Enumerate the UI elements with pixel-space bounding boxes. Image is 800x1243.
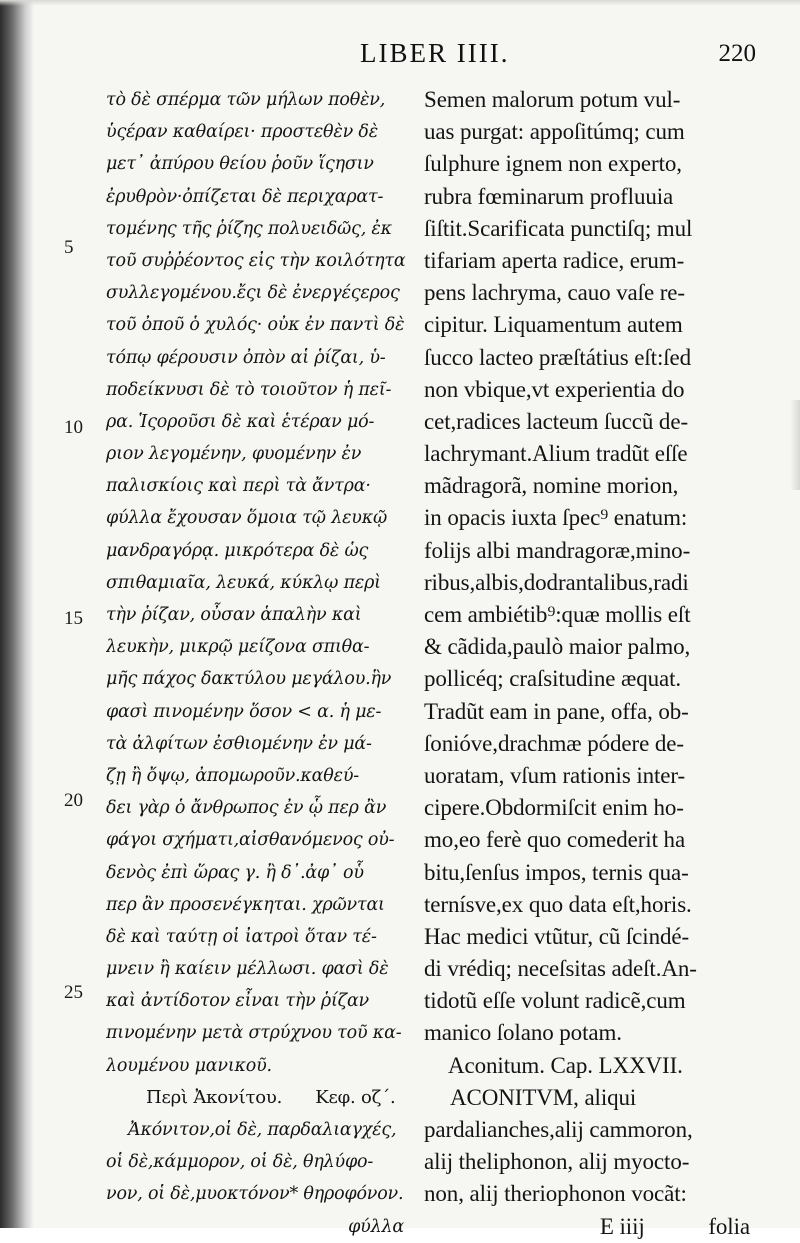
greek-line: συλλεγομένου.ἔςι δὲ ἐνεργέςερος [106, 283, 400, 304]
greek-line: τὴν ῥίζαν, οὖσαν ἁπαλὴν καὶ [106, 605, 362, 625]
latin-chapter-heading: Aconitum. Cap. LXXVII. [448, 1052, 683, 1078]
greek-heading-title: Περὶ Ἀκονίτου. [146, 1086, 283, 1108]
greek-line: ἐρυθρὸν·ὀπίζεται δὲ περιχαρατ- [106, 186, 384, 207]
greek-line: δὲ καὶ ταύτῃ οἱ ἰατροὶ ὅταν τέ- [106, 926, 377, 947]
latin-line: ſiſtit.Scarificata punctiſq; mul [424, 215, 693, 241]
latin-line: cipitur. Liquamentum autem [424, 312, 683, 338]
latin-column [424, 84, 774, 1243]
greek-line: μνειν ἢ καίειν μέλλωσι. φασὶ δὲ [106, 959, 389, 980]
greek-line: νον, οἱ δὲ,μυοκτόνον* θηροφόνον. [106, 1184, 404, 1205]
latin-line: ribus,albis,dodrantalibus,radi [424, 569, 689, 595]
latin-line: Tradũt eam in pane, offa, ob- [424, 698, 689, 724]
latin-line: Hac medici vtũtur, cũ ſcindé- [424, 923, 690, 949]
gutter-shadow [0, 0, 34, 1228]
greek-line: τομένης τῆς ῥίζης πολυειδῶς, ἐκ [106, 218, 392, 239]
latin-line: di vrédiq; neceſsitas adeſt.An- [424, 956, 697, 982]
latin-line: tidotũ eſſe volunt radicẽ,cum [424, 988, 686, 1014]
greek-line: τοῦ συῤῥέοντος εἰς τὴν κοιλότητα [106, 250, 406, 271]
latin-line: ſonióve,drachmæ pódere de- [424, 730, 684, 756]
latin-line: ACONITVM, aliqui [450, 1084, 637, 1110]
greek-line: ποδείκνυσι δὲ τὸ τοιοῦτον ἡ πεῖ- [106, 379, 392, 400]
latin-line: & cãdida,paulò maior palmo, [424, 634, 691, 660]
greek-line: παλισκίοις καὶ περὶ τὰ ἄντρα· [106, 476, 371, 497]
latin-line: in opacis iuxta ſpec⁹ enatum: [424, 505, 688, 531]
greek-line: δενὸς ἐπὶ ὥρας γ. ἢ δ᾽.ἀφ᾽ οὗ [106, 862, 364, 883]
latin-line: cipere.Obdormiſcit enim ho- [424, 795, 684, 821]
greek-line: λευκὴν, μικρῷ μείζονα σπιθα- [106, 637, 370, 658]
latin-line: cet,radices lacteum ſuccũ de- [424, 408, 689, 434]
latin-line: ſucco lacteo præſtátius eſt:ſed [424, 344, 692, 370]
greek-line: ζῃ ἢ ὄψῳ, ἀπομωροῦν.καθεύ- [106, 765, 359, 786]
greek-line: φασὶ πινομένην ὅσον < α. ἡ με- [106, 701, 382, 722]
latin-line: pardalianches,alij cammoron, [424, 1117, 693, 1142]
latin-line: tifariam aperta radice, erum- [424, 247, 685, 273]
latin-line: uas purgat: appoſitúmq; cum [424, 119, 685, 145]
greek-line: δει γὰρ ὁ ἄνθρωπος ἐν ᾧ περ ἂν [106, 798, 387, 819]
latin-line: Semen malorum potum vul- [424, 87, 681, 112]
margin-line-number: 15 [64, 608, 83, 629]
margin-line-number: 25 [64, 982, 83, 1003]
latin-line: alij theliphonon, alij myocto- [424, 1149, 690, 1175]
greek-line: πινομένην μετὰ στρύχνου τοῦ κα- [106, 1023, 402, 1044]
latin-line: ternísve,ex quo data eſt,horis. [424, 891, 692, 917]
greek-line: μετ᾽ ἀπύρου θείου ῥοῦν ἵςησιν [106, 154, 374, 175]
margin-line-number: 5 [64, 237, 74, 258]
greek-line: Ἀκόνιτον,οἱ δὲ, παρδαλιαγχές, [128, 1120, 397, 1140]
latin-line: rubra fœminarum profluuia [424, 183, 674, 209]
greek-line: φύλλα ἔχουσαν ὅμοια τῷ λευκῷ [106, 508, 388, 529]
greek-line: μῆς πάχος δακτύλου μεγάλου.ἣν [106, 669, 392, 690]
greek-line: τὰ ἀλφίτων ἐσθιομένην ἐν μά- [106, 733, 372, 754]
top-edge [0, 0, 800, 6]
signature-mark: E iiij [599, 1213, 645, 1239]
latin-line: manico ſolano potam. [424, 1020, 622, 1046]
latin-line: bitu,ſenſus impos, ternis qua- [424, 859, 689, 885]
latin-line: pens lachryma, cauo vaſe re- [424, 280, 685, 306]
latin-line: non vbique,vt experientia do [424, 376, 685, 402]
running-head: LIBER IIII. [360, 38, 510, 68]
latin-line: ſulphure ignem non experto, [424, 151, 682, 177]
latin-line: mãdragorã, nomine morion, [424, 473, 679, 499]
greek-heading-chapter: Κεφ. οζ´. [315, 1086, 396, 1108]
latin-line: lachrymant.Alium tradũt eſſe [424, 441, 688, 467]
margin-line-number: 20 [64, 790, 83, 811]
latin-catchword: folia [708, 1213, 750, 1239]
latin-line: folijs albi mandragoræ,mino- [424, 537, 691, 563]
greek-line: τοῦ ὀποῦ ὁ χυλός· οὐκ ἐν παντὶ δὲ [106, 315, 405, 336]
latin-line: non, alij theriophonon vocãt: [424, 1181, 687, 1207]
greek-line: σπιθαμιαῖα, λευκά, κύκλῳ περὶ [106, 572, 381, 593]
greek-line: τὸ δὲ σπέρμα τῶν μήλων ποθὲν, [106, 90, 386, 110]
greek-line: ριον λεγομένην, φυομένην ἐν [106, 444, 362, 465]
latin-line: cem ambiétib⁹:quæ mollis eſt [424, 602, 691, 627]
paper-blemish [790, 400, 800, 490]
greek-line: καὶ ἀντίδοτον εἶναι τὴν ῥίζαν [106, 991, 369, 1012]
greek-catchword: φύλλα [348, 1216, 404, 1237]
greek-chapter-heading [106, 1082, 416, 1114]
greek-column [106, 84, 416, 1243]
greek-line: λουμένου μανικοῦ. [106, 1055, 272, 1076]
greek-line: περ ἂν προσενέγκηται. χρῶνται [106, 894, 385, 915]
greek-line: ὑςέραν καθαίρει· προστεθὲν δὲ [106, 122, 378, 143]
greek-line: οἱ δὲ,κάμμορον, οἱ δὲ, θηλύφο- [106, 1152, 374, 1173]
greek-line: ρα. Ἱςοροῦσι δὲ καὶ ἑτέραν μό- [106, 411, 375, 432]
margin-line-number: 10 [64, 417, 83, 438]
greek-line: τόπῳ φέρουσιν ὀπὸν αἱ ῥίζαι, ὑ- [106, 347, 386, 368]
latin-line: mo,eo ferè quo comederit ha [424, 827, 686, 853]
page-number: 220 [718, 40, 756, 67]
latin-line: uoratam, vſum rationis inter- [424, 762, 686, 788]
latin-line: pollicéq; craſsitudine æquat. [424, 666, 682, 692]
latin-footer-line [424, 1211, 774, 1243]
greek-line: φάγοι σχήματι,αἰσθανόμενος οὐ- [106, 830, 395, 851]
greek-line: μανδραγόρᾳ. μικρότερα δὲ ὡς [106, 540, 369, 561]
